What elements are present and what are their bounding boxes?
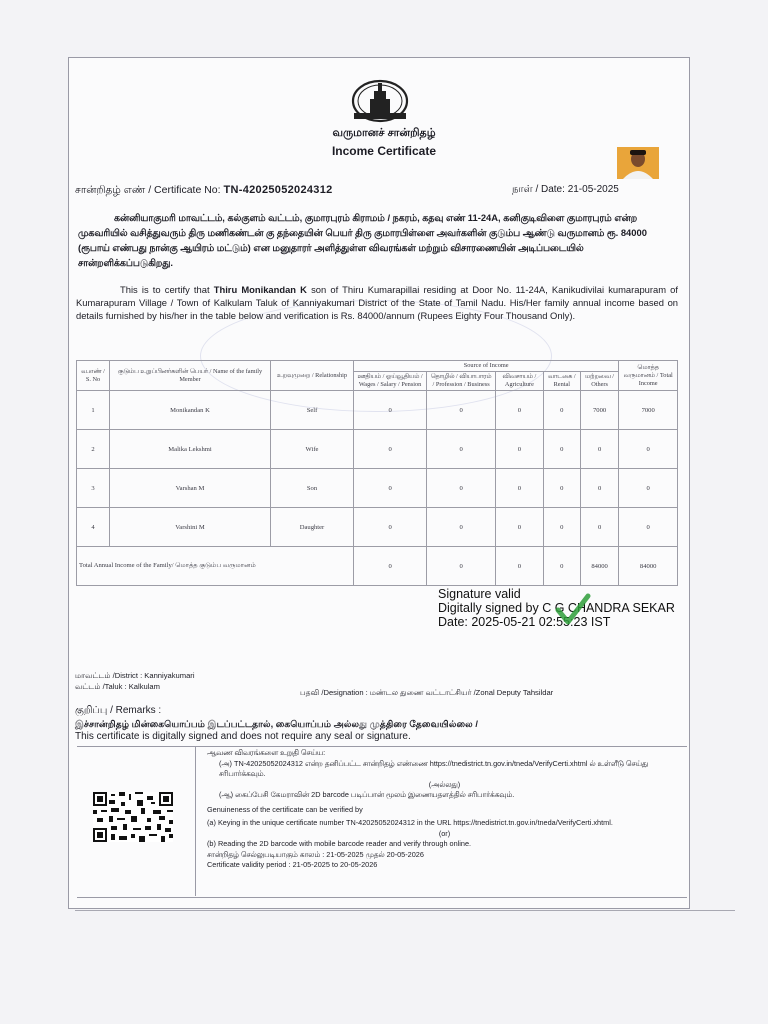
cell-total: 0 — [619, 469, 678, 508]
validity-tamil: சான்றிதழ் செல்லுபடியாகும் காலம் : 21-05-2025 முதல் 20-05-2026 — [207, 849, 424, 859]
date-label: நாள் / Date: — [512, 184, 565, 195]
certificate-label: சான்றிதழ் எண் / Certificate No: — [75, 184, 221, 196]
verify-or-tamil: (அல்லது) — [428, 779, 461, 789]
cell-total: 84000 — [619, 547, 678, 586]
remarks-label: குறிப்பு / Remarks : — [75, 705, 162, 716]
cell-total-label: Total Annual Income of the Family/ மொத்த குடும்ப வருமானம் — [77, 547, 354, 586]
cell-relation: Wife — [271, 430, 354, 469]
cell-rental: 0 — [543, 430, 580, 469]
cell-name: Varshini M — [110, 508, 271, 547]
th-others: மற்றவை / Others — [580, 372, 618, 391]
cell-wages: 0 — [354, 469, 427, 508]
applicant-photo — [617, 147, 659, 179]
bottom-rule — [75, 910, 735, 911]
th-source: Source of Income — [354, 361, 619, 372]
verify-head-tamil: ஆவண விவரங்களை உறுதி செய்ய: — [207, 748, 326, 757]
cell-others: 84000 — [580, 547, 618, 586]
verify-a-tamil: (அ) TN-42025052024312 என்ற தனிப்பட்ட சான்றிதழ் எண்ணை https://tnedistrict.tn.gov.in/tneda/VerifyCerti.xhtml ல் உள்ளீடு செய்து சரிபார்க்கவும். — [219, 758, 649, 778]
cell-name: Varshan M — [110, 469, 271, 508]
cell-relation: Self — [271, 391, 354, 430]
checkmark-icon — [555, 592, 591, 628]
applicant-name: Thiru Monikandan K — [213, 284, 307, 295]
date-value: 21-05-2025 — [567, 184, 619, 195]
signature-date: Date: 2025-05-21 02:55:23 IST — [438, 615, 611, 629]
verify-or-english: (or) — [438, 828, 451, 838]
income-table — [76, 360, 678, 586]
cell-wages: 0 — [354, 508, 427, 547]
cell-name: Monikandan K — [110, 391, 271, 430]
cell-rental: 0 — [543, 391, 580, 430]
table-row — [77, 508, 678, 547]
verify-b-tamil: (ஆ) கைப்பேசி கேமராவின் 2D barcode படிப்பான் மூலம் இணையதளத்தில் சரிபார்க்கவும். — [219, 790, 515, 799]
remarks-tamil: இச்சான்றிதழ் மின்கையொப்பம் இடப்பட்டதால், கையொப்பம் அல்லது முத்திரை தேவையில்லை / — [75, 719, 478, 729]
cell-others: 0 — [580, 430, 618, 469]
certificate-number — [75, 184, 333, 197]
certificate-no-value: TN-42025052024312 — [223, 184, 333, 196]
th-relation: உறவுமுறை / Relationship — [271, 361, 354, 391]
verification-instructions — [207, 748, 682, 871]
cell-total: 0 — [619, 430, 678, 469]
remarks-english: This certificate is digitally signed and does not require any seal or signature. — [75, 731, 411, 742]
cell-business: 0 — [427, 430, 496, 469]
tamil-paragraph: கன்னியாகுமரி மாவட்டம், கல்குளம் வட்டம், குமாரபுரம் கிராமம் / நகரம், கதவு எண் 11-24A, கனிகுடிவிளை குமாரபுரம் என்ற முகவரியில் வசித்துவரும் திரு மணிகண்டன் கு தந்தையின் பெயர் திரு குமாரபிள்ளை அவர்களின் குடும்ப ஆண்டு வருமானம் ரூ. 84000 (ரூபாய் எண்பது நான்கு ஆயிரம் மட்டும்) என மனுதாரர் அளித்துள்ள விவரங்கள் மற்றும் விசாரணையின் அடிப்படையில் சான்றளிக்கப்படுகிறது. — [78, 212, 647, 268]
cell-agri: 0 — [496, 469, 544, 508]
cell-name: Malika Lekshmi — [110, 430, 271, 469]
para-pre: This is to certify that — [120, 284, 214, 295]
cell-rental: 0 — [543, 508, 580, 547]
cell-others: 7000 — [580, 391, 618, 430]
cell-agri: 0 — [496, 547, 544, 586]
signature-signer: Digitally signed by C G CHANDRA SEKAR — [438, 601, 675, 615]
cell-sno: 3 — [77, 469, 110, 508]
verification-divider — [195, 746, 196, 896]
th-agri: விவசாயம் / Agriculture — [496, 372, 544, 391]
table-row — [77, 391, 678, 430]
cell-sno: 4 — [77, 508, 110, 547]
cell-sno: 1 — [77, 391, 110, 430]
district-line: மாவட்டம் /District : Kanniyakumari — [75, 671, 195, 680]
cell-business: 0 — [427, 547, 496, 586]
cell-business: 0 — [427, 469, 496, 508]
cell-others: 0 — [580, 508, 618, 547]
validity-english: Certificate validity period : 21-05-2025 to 20-05-2026 — [207, 860, 378, 869]
cell-total: 7000 — [619, 391, 678, 430]
cell-wages: 0 — [354, 391, 427, 430]
verify-head-english: Genuineness of the certificate can be verified by — [207, 804, 363, 814]
district-taluk — [75, 670, 195, 692]
cell-sno: 2 — [77, 430, 110, 469]
english-paragraph — [76, 283, 678, 322]
title-tamil: வருமானச் சான்றிதழ் — [332, 127, 436, 139]
cell-wages: 0 — [354, 547, 427, 586]
verify-b-english: (b) Reading the 2D barcode with mobile barcode reader and verify through online. — [207, 839, 472, 848]
cell-agri: 0 — [496, 430, 544, 469]
designation-line: பதவி /Designation : மண்டல துணை வட்டாட்சியர் /Zonal Deputy Tahsildar — [300, 688, 554, 697]
th-business: தொழில் / வியாபாரம் / Profession / Business — [427, 372, 496, 391]
title-english: Income Certificate — [331, 144, 437, 158]
signature-status: Signature valid — [438, 587, 521, 601]
qr-code-icon — [93, 792, 173, 842]
cell-business: 0 — [427, 391, 496, 430]
th-wages: ஊதியம் / ஓய்வூதியம் / Wages / Salary / Pension — [354, 372, 427, 391]
cell-total: 0 — [619, 508, 678, 547]
cell-others: 0 — [580, 469, 618, 508]
th-sno: வ.எண் / S. No — [77, 361, 110, 391]
verify-a-english: (a) Keying in the unique certificate number TN-42025052024312 in the URL https://tnedistrict.tn.gov.in/tneda/VerifyCerti.xhtml. — [207, 818, 613, 827]
cell-relation: Daughter — [271, 508, 354, 547]
table-total-row — [77, 547, 678, 586]
th-rental: வாடகை / Rental — [543, 372, 580, 391]
taluk-line: வட்டம் /Taluk : Kalkulam — [75, 682, 160, 691]
cell-relation: Son — [271, 469, 354, 508]
cell-business: 0 — [427, 508, 496, 547]
cell-rental: 0 — [543, 547, 580, 586]
cell-rental: 0 — [543, 469, 580, 508]
table-row — [77, 469, 678, 508]
th-total: மொத்த வருமானம் / Total Income — [619, 361, 678, 391]
th-name: குடும்ப உறுப்பினர்களின் பெயர் / Name of the family Member — [110, 361, 271, 391]
para-post: son of Thiru Kumarapillai residing at Door No. 11-24A, Kanikudivilai kumarapuram of Kumarapuram Village / Town of Kalkulam Taluk of Kanniyakumari District of the State of Tamil Nadu. His/Her family annual income based on details furnished by his/her in the table below and verification is Rs. 84000/annum (Rupees Eighty Four Thousand Only). — [76, 284, 679, 321]
cell-agri: 0 — [496, 391, 544, 430]
cell-wages: 0 — [354, 430, 427, 469]
table-row — [77, 430, 678, 469]
issue-date — [512, 184, 619, 196]
state-emblem-icon — [340, 75, 420, 123]
cell-agri: 0 — [496, 508, 544, 547]
